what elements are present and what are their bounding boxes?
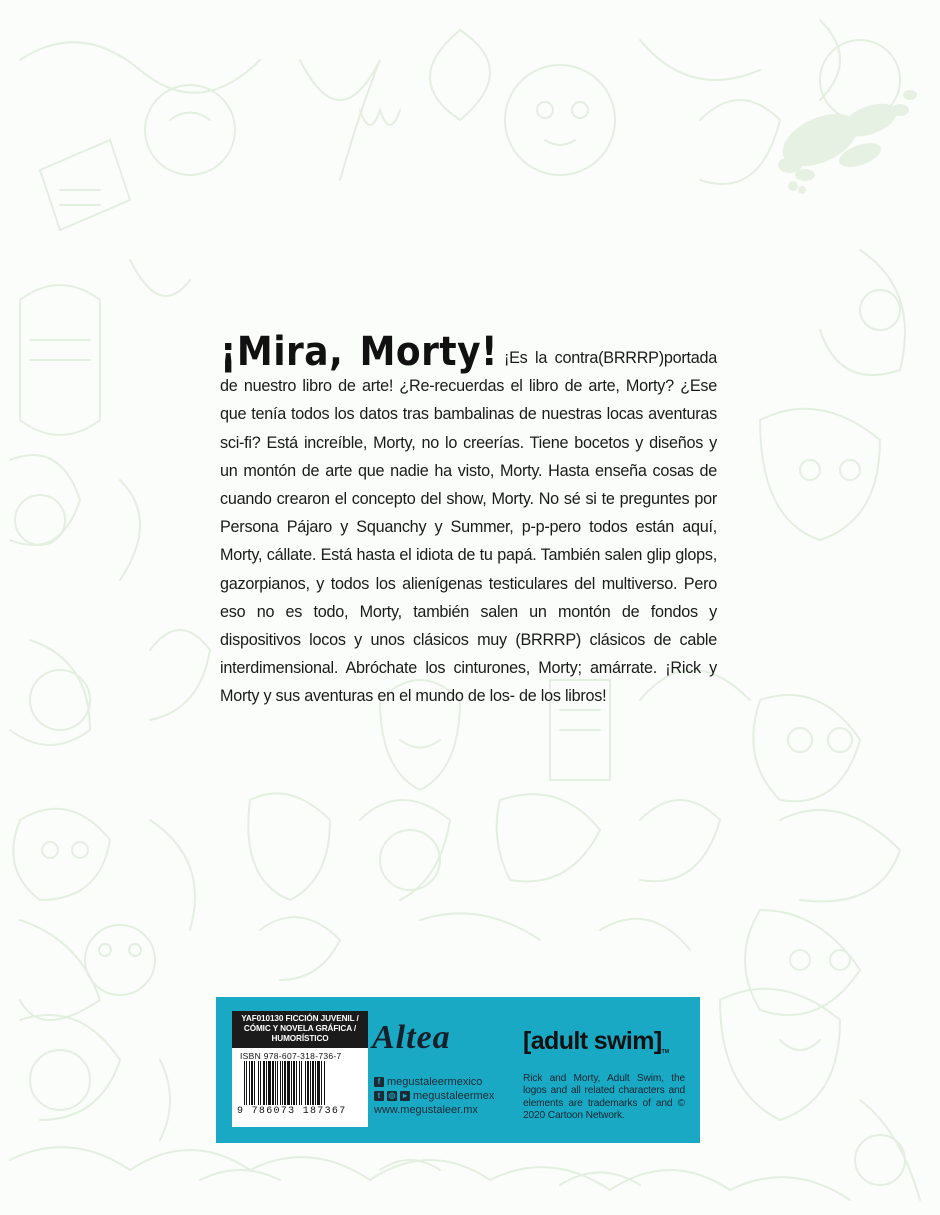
isbn-label: ISBN 978-607-318-736-7 (240, 1051, 342, 1061)
social-row-twitter-instagram-youtube[interactable] (374, 1089, 494, 1103)
facebook-icon: f (374, 1077, 384, 1087)
back-cover-blurb (220, 329, 717, 711)
trademark-mark: TM (661, 1049, 669, 1055)
social-row-facebook[interactable] (374, 1075, 494, 1089)
social-handle[interactable]: megustaleermex (413, 1090, 495, 1102)
youtube-icon: ▸ (400, 1091, 410, 1101)
publisher-social (374, 1075, 494, 1117)
legal-notice: Rick and Morty, Adult Swim, the logos and all related characters and elements are trademarks of and © 2020 Cartoon Network. (523, 1073, 685, 1122)
barcode-block (232, 1011, 368, 1127)
instagram-icon: ◎ (388, 1091, 396, 1100)
blurb-headline: ¡Mira, Morty! (220, 329, 498, 375)
blurb-body: ¡Es la contra(BRRRP)portada de nuestro libro de arte! ¿Re-recuerdas el libro de arte, Morty? ¿Ese que tenía todos los datos tras bambalinas de nuestras locas aventuras sci-fi? Está increíble, Morty, no lo creerías. Tiene bocetos y diseños y un montón de arte que nadie ha visto, Morty. Hasta enseña cosas de cuando crearon el concepto del show, Morty. No sé si te preguntes por Persona Pájaro y Squanchy y Summer, p-p-pero todos están aquí, Morty, cállate. Está hasta el idiota de tu papá. También salen glip glops, gazorpianos, y todos los alienígenas testiculares del multiverso. Pero eso no es todo, Morty, también salen un montón de fondos y dispositivos locos y unos clásicos muy (BRRRP) clásicos de cable interdimensional. Abróchate los cinturones, Morty; amárrate. ¡Rick y Morty y sus aventuras en el mundo de los- de los libros! (220, 349, 717, 706)
website-row[interactable] (374, 1103, 494, 1117)
altea-logo: Altea (372, 1019, 451, 1056)
barcode-digits: 9 786073 187367 (237, 1106, 347, 1117)
info-panel (216, 997, 700, 1143)
twitter-icon: t (374, 1091, 384, 1101)
bisac-category: YAF010130 FICCIÓN JUVENIL / CÓMIC Y NOVELA GRÁFICA / HUMORÍSTICO (232, 1011, 368, 1048)
adult-swim-logo (523, 1027, 669, 1056)
facebook-handle[interactable]: megustaleermexico (387, 1076, 483, 1088)
adult-swim-wordmark: [adult swim] (523, 1027, 662, 1055)
barcode-bars (244, 1061, 356, 1105)
website-link[interactable]: www.megustaleer.mx (374, 1104, 478, 1116)
